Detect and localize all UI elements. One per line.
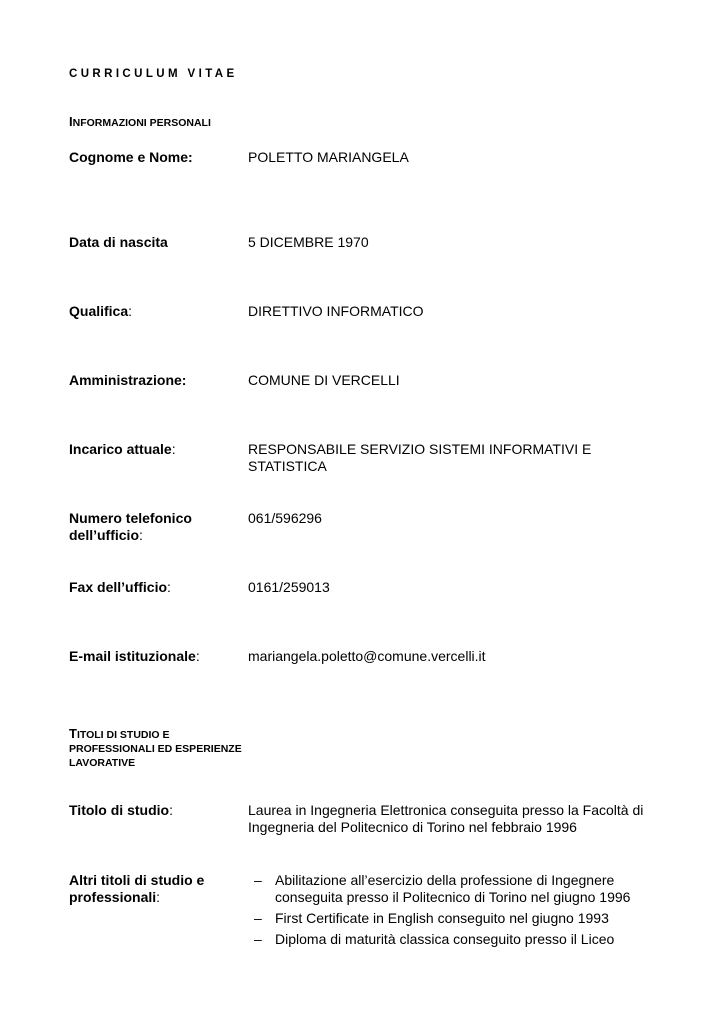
field-label: Altri titoli di studio e professionali:: [69, 872, 205, 905]
field-value: 061/596296: [248, 510, 322, 526]
list-item: – Abilitazione all’esercizio della professione di Ingegnere conseguita presso il Politecnico di Torino nel giugno 1996: [254, 872, 631, 905]
bullet-dash: –: [254, 872, 262, 888]
field-value: Laurea in Ingegneria Elettronica conseguita presso la Facoltà di Ingegneria del Politecnico di Torino nel febbraio 1996: [248, 802, 644, 835]
bullet-dash: –: [254, 910, 262, 926]
field-label: E-mail istituzionale:: [69, 648, 200, 664]
field-value: 0161/259013: [248, 579, 330, 595]
heading-initial: T: [69, 726, 77, 741]
field-label: Amministrazione:: [69, 372, 187, 388]
heading-rest: ITOLI DI STUDIO E: [76, 729, 170, 741]
field-label: Numero telefonico dell’ufficio:: [69, 510, 192, 543]
field-label: Incarico attuale:: [69, 441, 176, 457]
field-value: 5 DICEMBRE 1970: [248, 234, 369, 250]
field-label: Qualifica:: [69, 303, 133, 319]
document-title: CURRICULUM VITAE: [69, 68, 238, 80]
other-titles-list: [248, 872, 668, 952]
field-label: Data di nascita: [69, 234, 168, 250]
field-label: Fax dell’ufficio:: [69, 579, 171, 595]
field-label: Cognome e Nome:: [69, 149, 193, 165]
list-item: – First Certificate in English conseguito nel giugno 1993: [254, 910, 609, 926]
bullet-dash: –: [254, 931, 262, 947]
email-value: mariangela.poletto@comune.vercelli.it: [248, 648, 486, 664]
heading-initial: I: [69, 114, 73, 129]
heading-line: PROFESSIONALI ED ESPERIENZE: [69, 743, 242, 755]
field-label: Titolo di studio:: [69, 802, 173, 818]
field-value: POLETTO MARIANGELA: [248, 149, 409, 165]
field-value: COMUNE DI VERCELLI: [248, 372, 400, 388]
list-item: – Diploma di maturità classica conseguito presso il Liceo: [254, 931, 615, 947]
field-value: RESPONSABILE SERVIZIO SISTEMI INFORMATIVI E STATISTICA: [248, 441, 592, 474]
heading-rest: NFORMAZIONI PERSONALI: [72, 117, 211, 129]
heading-line: LAVORATIVE: [69, 757, 136, 769]
section-heading-titles: [69, 727, 242, 770]
section-heading-personal: [69, 115, 211, 130]
field-value: DIRETTIVO INFORMATICO: [248, 303, 424, 319]
